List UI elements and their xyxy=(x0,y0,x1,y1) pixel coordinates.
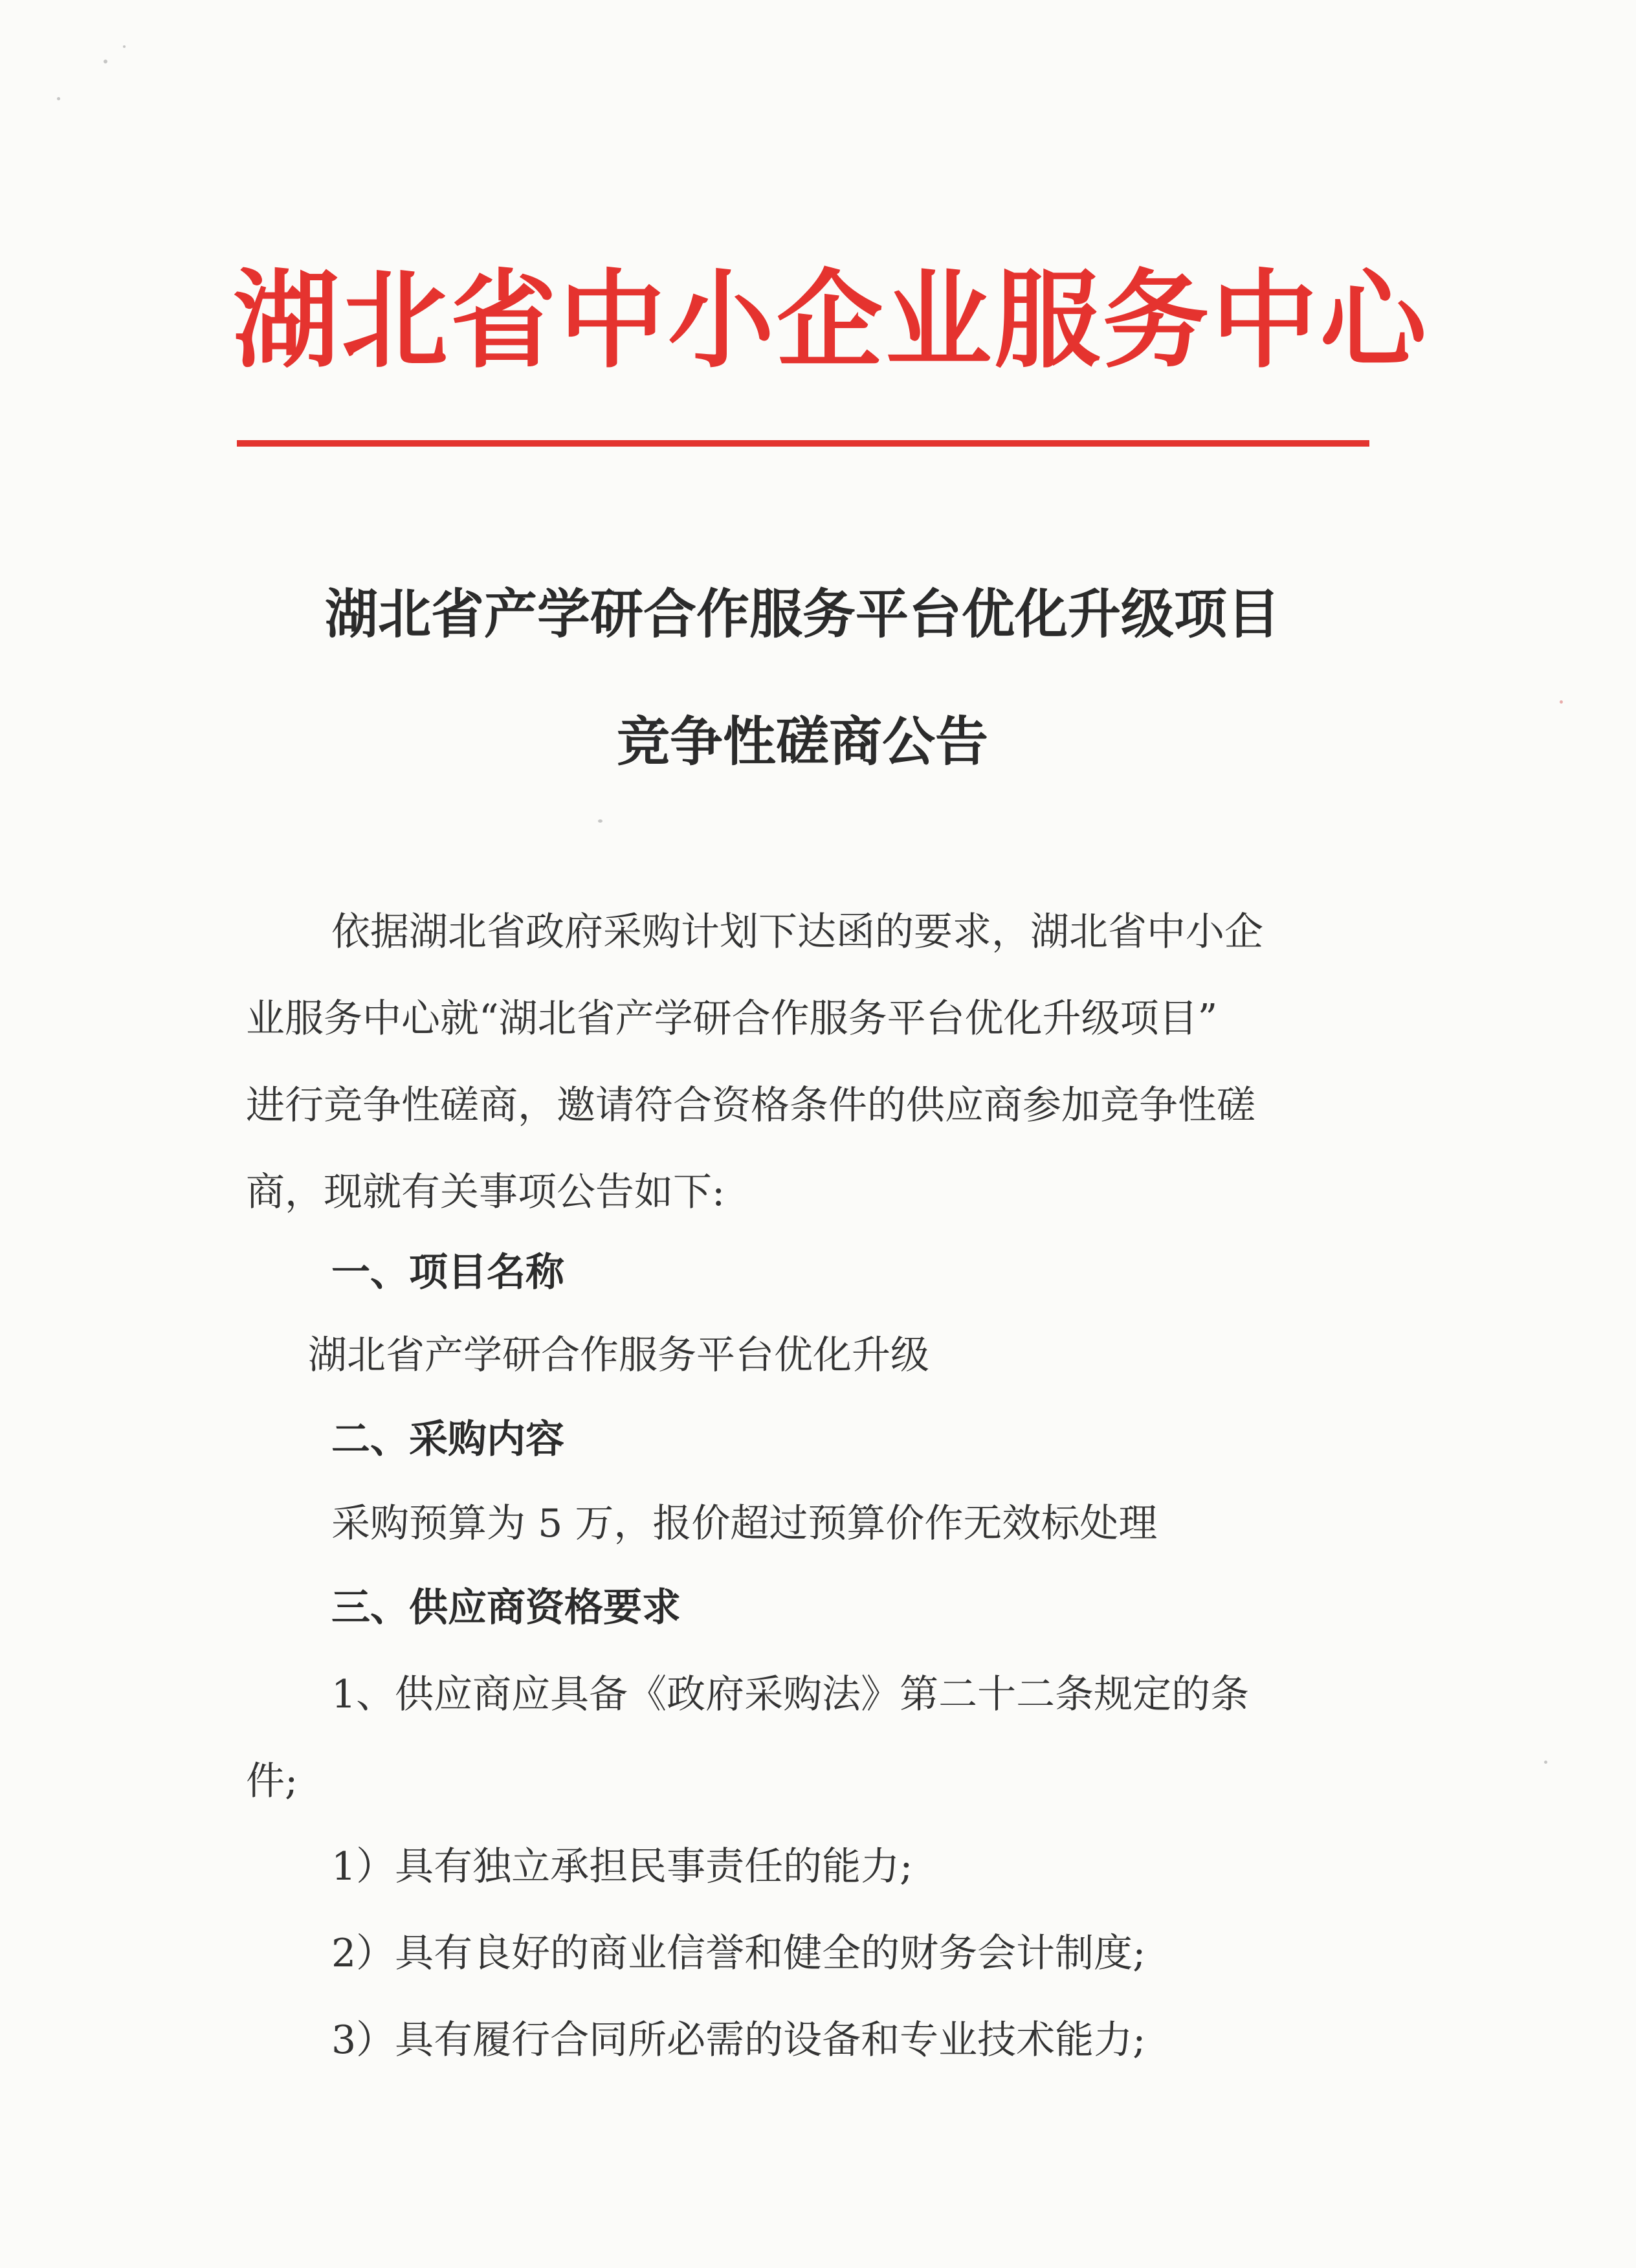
scan-speck xyxy=(1560,700,1563,704)
letterhead-org-name: 湖北省中小企业服务中心 xyxy=(233,258,1430,383)
section-3-sub-item-2: 2）具有良好的商业信誉和健全的财务会计制度; xyxy=(331,1931,1146,1976)
intro-line-1: 依据湖北省政府采购计划下达函的要求，湖北省中小企 xyxy=(331,909,1263,955)
scan-speck xyxy=(57,97,60,100)
section-3-item-1-line-2: 件; xyxy=(246,1759,298,1804)
scan-speck xyxy=(1544,1761,1547,1764)
intro-line-2: 业服务中心就“湖北省产学研合作服务平台优化升级项目” xyxy=(246,996,1218,1041)
section-1-heading: 一、项目名称 xyxy=(331,1250,564,1295)
section-1-body: 湖北省产学研合作服务平台优化升级 xyxy=(308,1333,929,1378)
intro-line-3: 进行竞争性磋商，邀请符合资格条件的供应商参加竞争性磋 xyxy=(246,1083,1255,1128)
section-3-sub-item-1: 1）具有独立承担民事责任的能力; xyxy=(331,1844,913,1889)
scan-speck xyxy=(104,60,107,63)
section-3-item-1-line-1: 1、供应商应具备《政府采购法》第二十二条规定的条 xyxy=(331,1672,1250,1717)
section-2-heading: 二、采购内容 xyxy=(331,1417,564,1462)
scan-speck xyxy=(123,45,126,48)
scan-speck xyxy=(598,819,602,823)
letterhead-red-rule xyxy=(237,440,1369,447)
section-3-heading: 三、供应商资格要求 xyxy=(331,1585,681,1630)
document-title-line-2: 竞争性磋商公告 xyxy=(616,711,988,773)
section-3-sub-item-3: 3）具有履行合同所必需的设备和专业技术能力; xyxy=(331,2018,1146,2063)
section-2-body: 采购预算为 5 万，报价超过预算价作无效标处理 xyxy=(331,1501,1158,1546)
intro-line-4: 商，现就有关事项公告如下: xyxy=(246,1170,725,1215)
document-title-line-1: 湖北省产学研合作服务平台优化升级项目 xyxy=(324,584,1280,645)
